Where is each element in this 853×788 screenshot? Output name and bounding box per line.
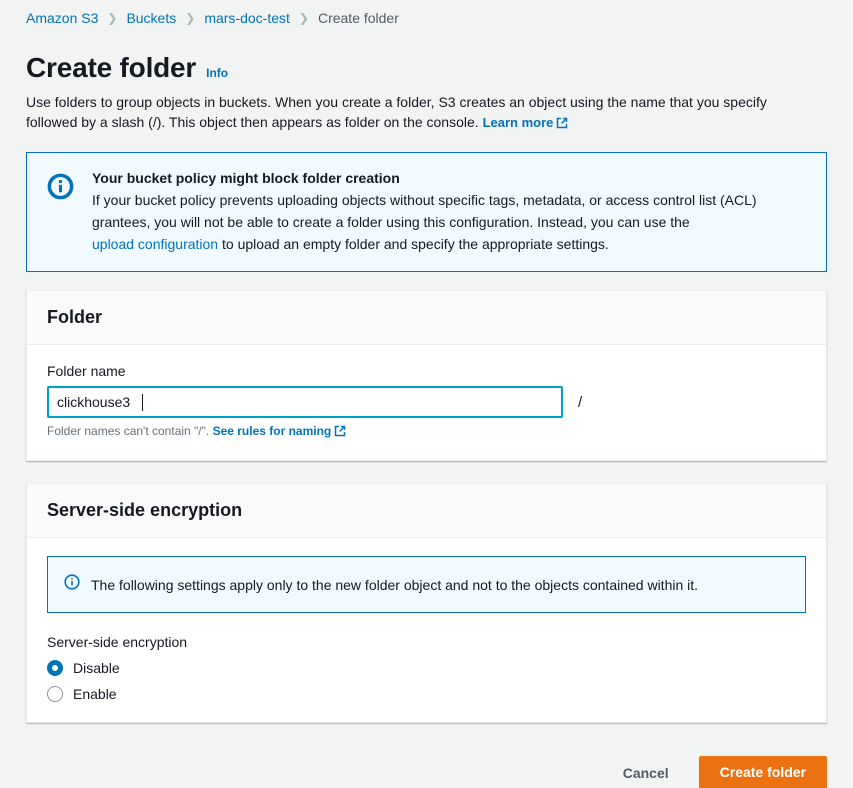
breadcrumb-current: Create folder: [317, 10, 399, 26]
folder-name-input[interactable]: [47, 386, 563, 418]
bucket-policy-alert: [26, 152, 827, 272]
breadcrumb-buckets[interactable]: Buckets: [126, 10, 177, 26]
info-circle-icon: [47, 173, 74, 205]
radio-option-enable[interactable]: [47, 686, 806, 702]
learn-more-link[interactable]: Learn more: [483, 115, 569, 130]
page-title: Create folder: [26, 52, 197, 83]
breadcrumb-separator-icon: ❯: [185, 11, 196, 25]
rules-for-naming-link[interactable]: See rules for naming: [213, 424, 347, 438]
radio-button[interactable]: [47, 686, 63, 702]
folder-name-row: [47, 386, 806, 418]
breadcrumb-separator-icon: ❯: [107, 11, 118, 25]
encryption-info-alert: [47, 556, 806, 613]
external-link-icon: [334, 425, 346, 440]
radio-button[interactable]: [47, 660, 63, 676]
folder-section-body: [27, 345, 826, 460]
info-link[interactable]: Info: [206, 66, 229, 80]
encryption-section-title: Server-side encryption: [47, 500, 243, 520]
folder-section-title: Folder: [47, 307, 103, 327]
breadcrumb-bucket-name[interactable]: mars-doc-test: [204, 10, 290, 26]
page-header: [26, 52, 827, 84]
alert-title: Your bucket policy might block folder creation: [92, 170, 400, 186]
radio-label: Disable: [73, 660, 120, 676]
info-circle-icon: [64, 574, 80, 595]
folder-section: [26, 290, 827, 461]
alert-content: [92, 167, 808, 255]
cancel-button[interactable]: Cancel: [619, 759, 673, 787]
alert-body: If your bucket policy prevents uploading objects without specific tags, metadata, or access control list (ACL) grantees, you will not be able to create a folder using this configuration. Instead, you can use the upload configuration to upload an empty folder and specify the appropriate settings.: [92, 192, 757, 252]
text-cursor: [142, 394, 143, 411]
create-folder-button[interactable]: Create folder: [699, 756, 827, 788]
upload-configuration-link[interactable]: upload configuration: [92, 236, 219, 252]
folder-name-constraint: Folder names can't contain "/". See rules for naming: [47, 424, 806, 440]
encryption-info-text: The following settings apply only to the new folder object and not to the objects contained within it.: [91, 576, 699, 593]
breadcrumb-separator-icon: ❯: [298, 11, 309, 25]
encryption-group-label: Server-side encryption: [47, 634, 188, 650]
radio-option-disable[interactable]: [47, 660, 806, 676]
page-description: Use folders to group objects in buckets. When you create a folder, S3 creates an object using the name that you specify followed by a slash (/). This object then appears as folder on the console. Learn more: [26, 92, 816, 135]
external-link-icon: [556, 115, 568, 135]
folder-name-suffix: /: [578, 393, 583, 411]
footer-actions: [26, 756, 827, 788]
encryption-section-header: [27, 484, 826, 538]
breadcrumb: [26, 0, 827, 26]
encryption-section-body: [27, 538, 826, 722]
breadcrumb-amazon-s3[interactable]: Amazon S3: [26, 10, 99, 26]
folder-section-header: [27, 291, 826, 345]
radio-label: Enable: [73, 686, 117, 702]
encryption-section: [26, 483, 827, 723]
folder-name-label: Folder name: [47, 363, 126, 379]
